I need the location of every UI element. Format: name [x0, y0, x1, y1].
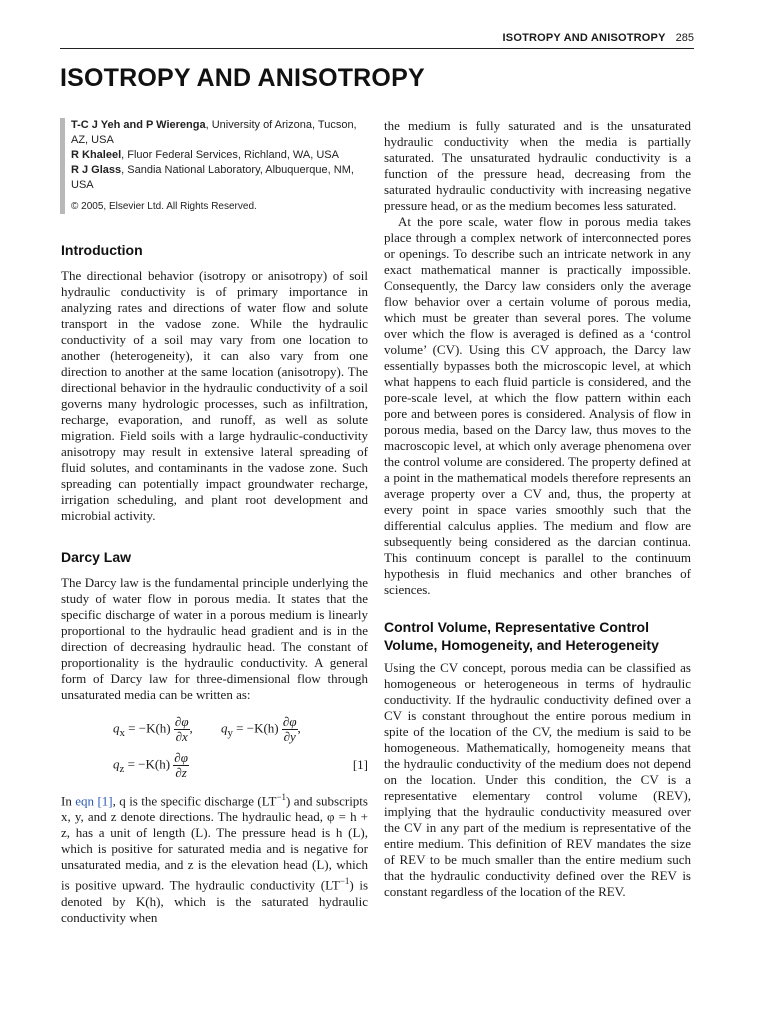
fraction: $\frac{\partial\varphi}{\partial x}$ — [174, 714, 189, 744]
author-name: R Khaleel — [71, 149, 122, 161]
right-column — [384, 118, 691, 900]
running-head-title: ISOTROPY AND ANISOTROPY — [502, 32, 666, 44]
fraction: $\frac{\partial\varphi}{\partial y}$ — [282, 714, 297, 744]
homogeneity-paragraph: Using the CV concept, porous media can be classified as homogeneous or heterogeneous in terms of hydraulic conductivity. If the hydraulic conductivity defined over a CV is constant throughout the entire porous medium in spite of the location of the CV, the medium is said to be homogeneous. Mathematically, homogeneity means that the hydraulic conductivity of the medium does not depend on the location. Under this condition, the CV is a representative elementary control volume (REV), implying that the hydraulic conductivity measured over the CV in any part of the medium is representative of the entire medium. This definition of REV mandates the size of REV to be much smaller than the entire medium such that the hydraulic conductivity defined over the REV is constant regardless of the location of the REV. — [384, 660, 691, 899]
darcy-law-paragraph: The Darcy law is the fundamental principle underlying the study of water flow in porous media. It states that the specific discharge of water in a porous medium is linearly proportional to the hydraulic head gradient and is in the direction of decreasing hydraulic head. The constant of proportionality is the hydraulic conductivity. A general form of Darcy law for three-dimensional flow through unsaturated media can be written as: — [61, 575, 368, 702]
saturation-paragraph: the medium is fully saturated and is the unsaturated hydraulic conductivity when the media is partially saturated. The unsaturated hydraulic conductivity is a function of the pressure head, decreasing from the saturated hydraulic conductivity with increasing negative pressure head, or as the medium becomes less saturated. — [384, 118, 691, 213]
author-affiliation: , Fluor Federal Services, Richland, WA, USA — [121, 149, 339, 161]
copyright-notice: © 2005, Elsevier Ltd. All Rights Reserved. — [71, 201, 257, 212]
author-affiliation: , Sandia National Laboratory, Albuquerque, NM, USA — [71, 164, 354, 191]
pore-scale-paragraph: At the pore scale, water flow in porous media takes place through a complex network of interconnected pores or openings. To describe such an intricate network in any exact mathematical manner is practically impossible. Consequently, the Darcy law considers only the average flow behavior over a certain volume of porous media, which must be greater than several pores. The volume over which the flow is averaged is defined as a ‘control volume’ (CV). Using this CV approach, the Darcy law essentially bypasses both the microscopic level, at which what happens to each fluid particle is considered, and the pore-scale level, at which the flow pattern within each pore and between pores is considered. Analysis of flow in porous media, based on the Darcy law, thus moves to the macroscopic level, at which only average phenomena over the control volume are considered. The property defined at a point in the mathematical models therefore represents an average property over a CV and, thus, the property at every point in space varies smoothly such that the differential calculus applies. The medium and flow are subsequently being considered as the darcian continua. This continuum concept is parallel to the continuum hypothesis in fluid mechanics and other branches of sciences. — [384, 214, 691, 597]
running-head — [60, 28, 694, 49]
equation-qy: $q_y = -K(h)$ $\frac{\partial\varphi}{\partial y}$ , — [221, 714, 301, 744]
author-block — [60, 118, 368, 214]
fraction: $\frac{\partial\varphi}{\partial z}$ — [174, 750, 188, 780]
equation-link[interactable]: eqn [1] — [75, 793, 113, 809]
equation-qz: $q_z = -K(h)$ $\frac{\partial\varphi}{\partial z}$ — [113, 750, 188, 780]
introduction-heading: Introduction — [61, 242, 143, 258]
page-number: 285 — [675, 32, 694, 44]
control-volume-heading: Control Volume, Representative Control Volume, Homogeneity, and Heterogeneity — [384, 619, 659, 653]
introduction-paragraph: The directional behavior (isotropy or anisotropy) of soil hydraulic conductivity is of primary importance in analyzing rates and directions of water flow and solute transport in the vadose zone. While the hydraulic conductivity of a soil may vary from one location to another (heterogeneity), it can also vary from one direction to another at the same location (anisotropy). The directional behavior in the hydraulic conductivity of a soil governs many hydrologic processes, such as infiltration, recharge, evaporation, and runoff, as well as solute migration. Field soils with a large hydraulic-conductivity anisotropy may result in extensive lateral spreading of fluid solutes, and contaminants in the vadose zone. Such spreading can potentially impact groundwater recharge, irrigation scheduling, and plant root development and microbial activity. — [61, 268, 368, 523]
author-entry — [71, 163, 368, 193]
equation-qx: $q_x = -K(h)$ $\frac{\partial\varphi}{\partial x}$ , — [113, 714, 193, 744]
author-name: T-C J Yeh and P Wierenga — [71, 119, 206, 131]
equation-number: [1] — [352, 757, 368, 772]
author-affiliation: , University of Arizona, Tucson, AZ, USA — [71, 119, 357, 146]
author-entry — [71, 148, 368, 163]
darcy-law-continuation: In eqn [1], q is the specific discharge $(LT^{-1})$ and subscripts x, y, and z denote directions. The hydraulic head, φ = h + z, has a unit of length (L). The pressure head is h (L), which is positive for saturated media and is negative for unsaturated media, and z is the elevation head (L), which is positive upward. The hydraulic conductivity $(LT^{-1})$ is denoted by K(h), which is the saturated hydraulic conductivity when — [61, 792, 368, 925]
left-column — [61, 118, 368, 926]
darcy-equation — [61, 715, 368, 785]
darcy-law-heading: Darcy Law — [61, 549, 132, 565]
article-title: ISOTROPY AND ANISOTROPY — [60, 64, 425, 92]
author-name: R J Glass — [71, 164, 122, 176]
author-entry — [71, 118, 368, 148]
